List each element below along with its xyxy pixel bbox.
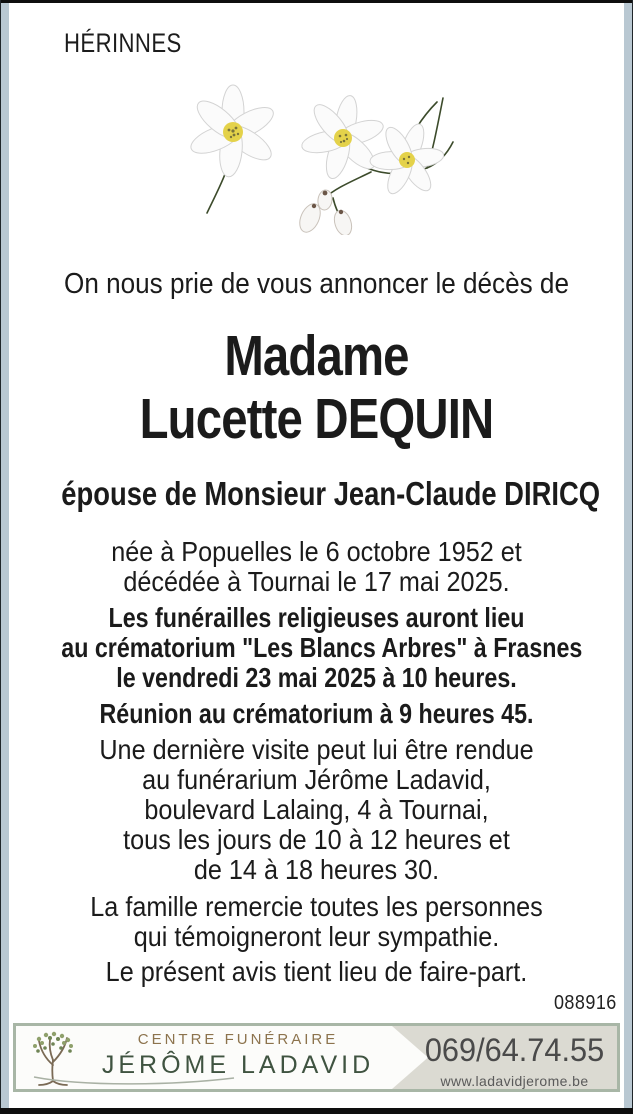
visit-line-3: boulevard Lalaing, 4 à Tournai, xyxy=(144,794,489,825)
anemone-flowers-illustration xyxy=(175,80,465,235)
clipping-left-stripe xyxy=(1,3,9,1108)
visit-line-5: de 14 à 18 heures 30. xyxy=(193,854,440,885)
visit-line-1: Une dernière visite peut lui être rendue xyxy=(99,734,534,765)
website-url: www.ladavidjerome.be xyxy=(440,1073,589,1089)
thanks-line-2: qui témoigneront leur sympathie. xyxy=(133,921,500,952)
meeting-line: Réunion au crématorium à 9 heures 45. xyxy=(99,698,534,729)
funeral-line-2: au crématorium "Les Blancs Arbres" à Frasnes xyxy=(61,632,583,663)
thanks-line-1: La famille remercie toutes les personnes xyxy=(90,891,543,922)
death-line: décédée à Tournai le 17 mai 2025. xyxy=(123,566,510,597)
funeral-line-1: Les funérailles religieuses auront lieu xyxy=(108,602,525,633)
reference-number: 088916 xyxy=(554,992,617,1014)
brand-subtitle: CENTRE FUNÉRAIRE xyxy=(137,1031,339,1048)
funeral-line-3: le vendredi 23 mai 2025 à 10 heures. xyxy=(116,662,517,693)
birth-line: née à Popuelles le 6 octobre 1952 et xyxy=(111,536,522,567)
clipping-top-edge xyxy=(0,0,633,3)
clipping-right-stripe xyxy=(624,3,632,1108)
closing-line: Le présent avis tient lieu de faire-part. xyxy=(105,956,528,987)
spouse-line: épouse de Monsieur Jean-Claude DIRICQ xyxy=(61,475,601,512)
intro-line: On nous prie de vous annoncer le décès de xyxy=(64,268,569,300)
visit-line-4: tous les jours de 10 à 12 heures et xyxy=(123,824,510,855)
locality-label: HÉRINNES xyxy=(64,28,182,58)
phone-number: 069/64.74.55 xyxy=(424,1032,605,1068)
funeral-home-banner xyxy=(13,1023,620,1092)
visit-line-2: au funérarium Jérôme Ladavid, xyxy=(142,764,491,795)
deceased-name: Lucette DEQUIN xyxy=(139,387,494,451)
banner-contact-panel xyxy=(392,1026,617,1089)
brand-name: JÉRÔME LADAVID xyxy=(101,1051,375,1079)
deceased-civility: Madame xyxy=(224,324,409,388)
clipping-left-line xyxy=(0,0,1,1114)
clipping-bottom-edge xyxy=(0,1108,633,1114)
